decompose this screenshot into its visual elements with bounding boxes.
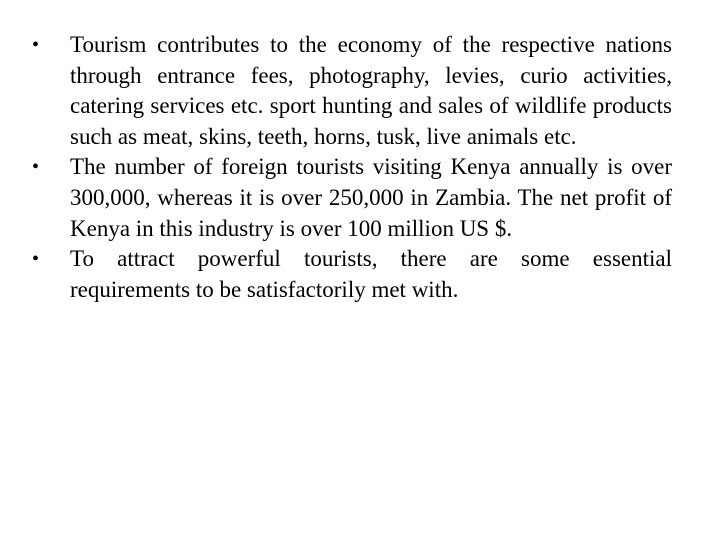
bullet-item-foreign-tourists [32,152,672,244]
bullet-marker: • [32,156,40,179]
bullet-text: Tourism contributes to the economy of the respective nations through entrance fees, photography, levies, curio activities, catering services etc. sport hunting and sales of wildlife products such as meat, skins, teeth, horns, tusk, live animals etc. [70,32,672,149]
bullet-item-requirements [32,244,672,305]
bullet-list [32,30,672,305]
bullet-item-tourism-contributions [32,30,672,152]
bullet-text: To attract powerful tourists, there are some essential requirements to be satisfactorily met with. [70,246,672,302]
bullet-marker: • [32,34,40,56]
bullet-text: The number of foreign tourists visiting Kenya annually is over 300,000, whereas it is over 250,000 in Zambia. The net profit of Kenya in this industry is over 100 million US $. [70,154,672,241]
bullet-marker: • [32,248,40,271]
